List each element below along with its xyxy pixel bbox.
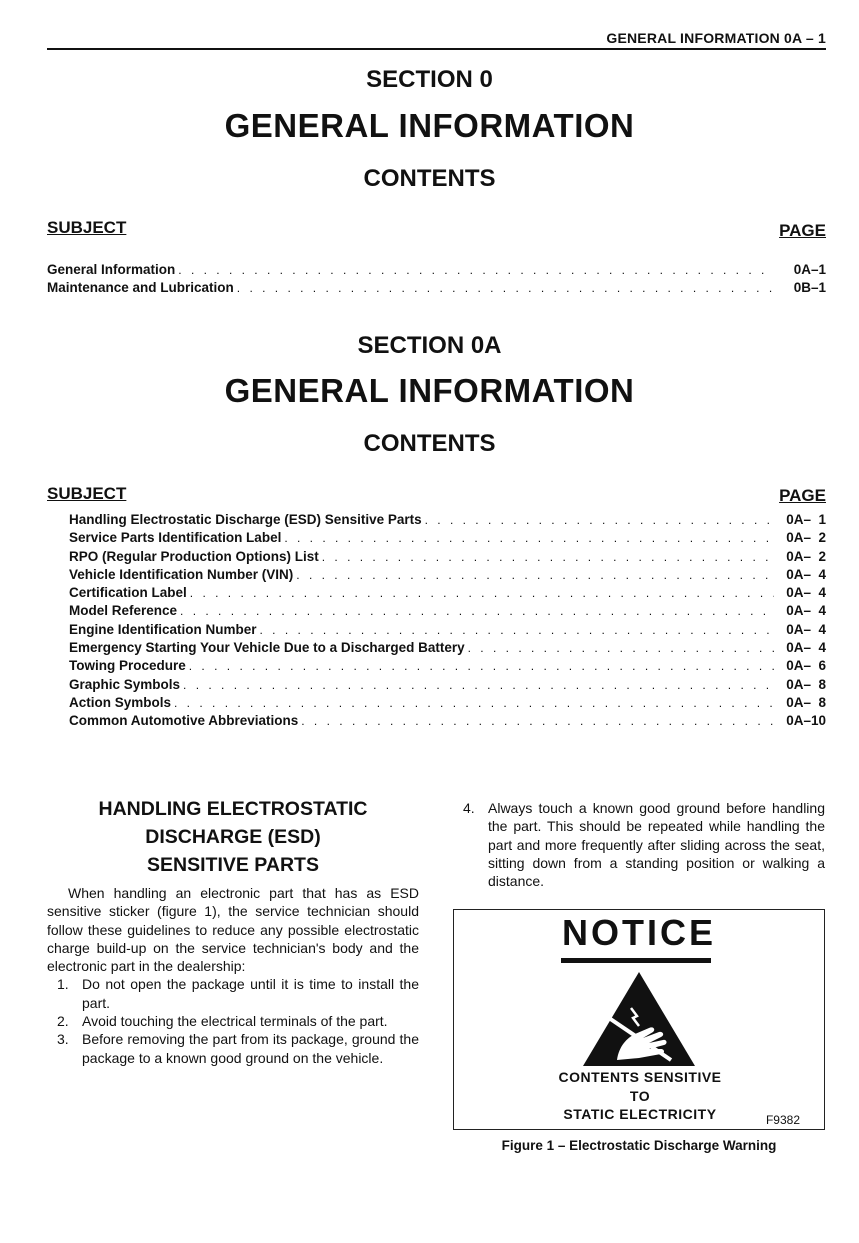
- notice-heading: NOTICE: [561, 912, 716, 953]
- dot-leader: [425, 511, 774, 529]
- toc-entry[interactable]: [69, 548, 826, 566]
- toc-entry[interactable]: [69, 657, 826, 675]
- toc-entry-page: 0A– 4: [786, 621, 826, 637]
- toc-entry-title: Model Reference: [69, 603, 178, 619]
- notice-underline-bar: [561, 958, 711, 963]
- step-number: 1.: [57, 976, 69, 993]
- toc-entry-page: 0A–10: [786, 713, 826, 729]
- toc-entry-title: Towing Procedure: [69, 658, 186, 674]
- list-item: [47, 975, 419, 1012]
- toc-entry-page: 0B–1: [793, 280, 826, 296]
- toc-entry-title: Graphic Symbols: [69, 676, 181, 692]
- toc-entry[interactable]: [69, 712, 826, 730]
- esd-warning-triangle-icon: [579, 968, 699, 1070]
- step-text: Do not open the package until it is time to install the part.: [82, 976, 419, 1011]
- list-item: [47, 1012, 419, 1030]
- toc-entry[interactable]: [47, 261, 826, 279]
- esd-steps-list: [47, 975, 419, 1066]
- dot-leader: [178, 261, 774, 279]
- section-0a-subject-label: SUBJECT: [47, 484, 127, 503]
- step-text: Avoid touching the electrical terminals of the part.: [82, 1013, 388, 1030]
- toc-entry-title: Service Parts Identification Label: [69, 530, 282, 546]
- esd-notice-figure: [453, 909, 825, 1130]
- notice-caption-line: STATIC ELECTRICITY: [563, 1106, 717, 1122]
- notice-caption-line: CONTENTS SENSITIVE: [558, 1069, 722, 1085]
- dot-leader: [180, 602, 774, 620]
- toc-entry-page: 0A– 6: [786, 658, 826, 674]
- section-0a-page-label: PAGE: [779, 486, 826, 505]
- toc-entry-page: 0A– 4: [786, 566, 826, 582]
- toc-entry-title: Engine Identification Number: [69, 621, 257, 637]
- toc-entry[interactable]: [69, 621, 826, 639]
- esd-steps-list-continued: [453, 799, 825, 890]
- esd-right-column: [453, 799, 825, 890]
- step-text: Always touch a known good ground before handling the part. This should be repeated while handling the part and more frequently after sliding across the seat, sitting down from a standing position or walking a distance.: [488, 800, 825, 890]
- toc-entry-title: Handling Electrostatic Discharge (ESD) Sensitive Parts: [69, 512, 422, 527]
- esd-heading-line: HANDLING ELECTROSTATIC: [98, 798, 368, 820]
- dot-leader: [183, 676, 774, 694]
- toc-entry-page: 0A–1: [793, 262, 826, 277]
- step-number: 3.: [57, 1031, 69, 1048]
- section-0-page-label: PAGE: [779, 221, 826, 240]
- step-number: 4.: [463, 800, 475, 816]
- toc-entry[interactable]: [69, 676, 826, 694]
- toc-entry-page: 0A– 4: [786, 640, 826, 656]
- dot-leader: [322, 548, 774, 566]
- toc-entry[interactable]: [69, 529, 826, 547]
- toc-entry-title: General Information: [47, 262, 176, 277]
- section-0a-label: SECTION 0A: [357, 332, 502, 359]
- toc-entry-page: 0A– 1: [786, 512, 826, 527]
- step-text: Before removing the part from its package, ground the package to a known good ground on the vehicle.: [82, 1031, 419, 1066]
- toc-entry-page: 0A– 2: [786, 548, 826, 564]
- toc-entry-page: 0A– 8: [786, 676, 826, 692]
- toc-entry[interactable]: [69, 584, 826, 602]
- running-head: GENERAL INFORMATION 0A – 1: [606, 30, 826, 46]
- toc-entry-page: 0A– 8: [786, 694, 826, 710]
- section-0-label: SECTION 0: [366, 66, 493, 93]
- dot-leader: [284, 529, 774, 547]
- list-item: [453, 799, 825, 890]
- toc-entry-title: Certification Label: [69, 585, 187, 601]
- section-0-subject-label: SUBJECT: [47, 218, 127, 237]
- section-0-title: GENERAL INFORMATION: [224, 107, 635, 144]
- toc-entry[interactable]: [69, 511, 826, 529]
- dot-leader: [260, 621, 774, 639]
- dot-leader: [237, 279, 774, 297]
- toc-entry-title: Action Symbols: [69, 694, 172, 710]
- notice-caption-line: TO: [629, 1088, 651, 1104]
- list-item: [47, 1030, 419, 1067]
- toc-entry[interactable]: [69, 566, 826, 584]
- toc-entry[interactable]: [69, 694, 826, 712]
- header-rule: [47, 48, 826, 50]
- section-0a-contents-label: CONTENTS: [363, 430, 496, 457]
- esd-heading: [47, 795, 419, 879]
- section-0-contents-label: CONTENTS: [363, 165, 496, 192]
- toc-entry-page: 0A– 4: [786, 603, 826, 619]
- step-number: 2.: [57, 1013, 69, 1030]
- toc-entry-title: Emergency Starting Your Vehicle Due to a Discharged Battery: [69, 640, 465, 656]
- dot-leader: [189, 657, 774, 675]
- toc-entry-title: Maintenance and Lubrication: [47, 280, 234, 296]
- section-0a-title: GENERAL INFORMATION: [224, 372, 635, 409]
- dot-leader: [301, 712, 774, 730]
- esd-intro-paragraph: When handling an electronic part that has as ESD sensitive sticker (figure 1), the service technician should follow these guidelines to reduce any possible electrostatic charge build-up on the service technician's body and the electronic part in the dealership:: [47, 885, 419, 975]
- esd-left-column: [47, 884, 419, 1067]
- toc-entry[interactable]: [47, 279, 826, 297]
- toc-entry-title: Vehicle Identification Number (VIN): [69, 566, 294, 582]
- toc-entry[interactable]: [69, 602, 826, 620]
- toc-entry[interactable]: [69, 639, 826, 657]
- toc-entry-page: 0A– 2: [786, 530, 826, 546]
- dot-leader: [174, 694, 774, 712]
- esd-heading-line: SENSITIVE PARTS: [147, 854, 319, 876]
- section-0a-toc: [69, 511, 826, 731]
- dot-leader: [468, 639, 774, 657]
- dot-leader: [296, 566, 774, 584]
- toc-entry-page: 0A– 4: [786, 585, 826, 601]
- esd-heading-line: DISCHARGE (ESD): [145, 826, 321, 848]
- figure-code: F9382: [765, 1113, 800, 1127]
- section-0-toc: [47, 261, 826, 298]
- toc-entry-title: Common Automotive Abbreviations: [69, 713, 299, 729]
- toc-entry-title: RPO (Regular Production Options) List: [69, 548, 319, 564]
- figure-caption: Figure 1 – Electrostatic Discharge Warning: [501, 1138, 777, 1153]
- dot-leader: [190, 584, 774, 602]
